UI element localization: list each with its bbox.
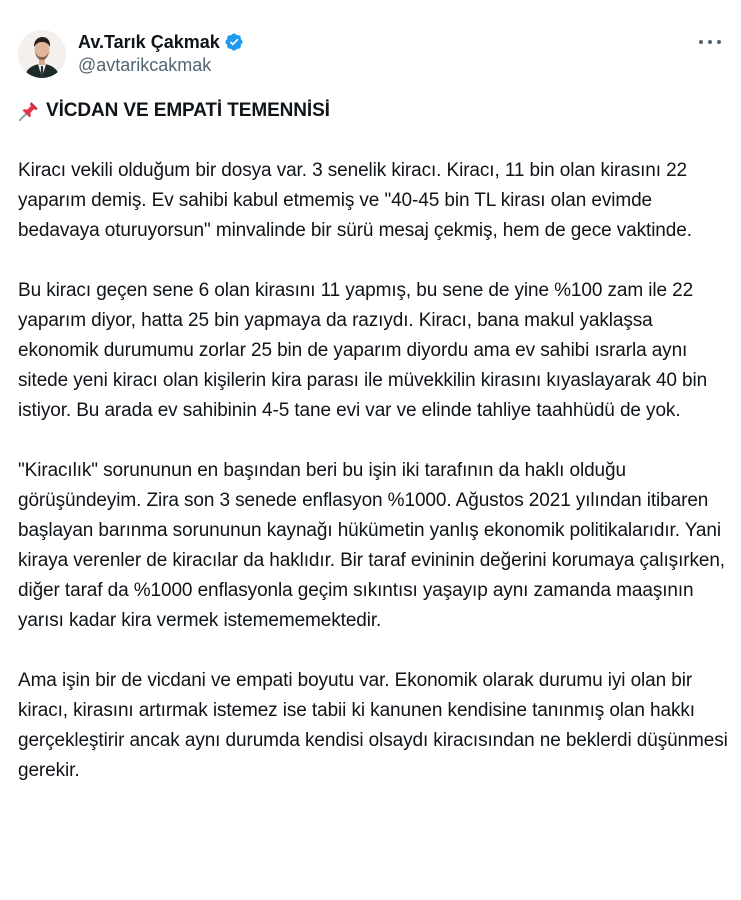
tweet-header — [18, 30, 244, 78]
tweet-paragraph: Bu kiracı geçen sene 6 olan kirasını 11 yapmış, bu sene de yine %100 zam ile 22 yaparım diyor, hatta 25 bin yapmaya da razıydı. Kiracı, bana makul yaklaşsa ekonomik durumumu zorlar 25 bin de yaparım diyordu ama ev sahibi ısrarla aynı sitede yeni kiracı olan kişilerin kira parası ile müvekkilin kirasını kıyaslayarak 40 bin istiyor. Bu arada ev sahibinin 4-5 tane evi var ve elinde tahliye taahhüdü de yok. — [18, 280, 708, 421]
pushpin-icon — [18, 100, 40, 122]
tweet-text — [18, 96, 728, 786]
author-names — [78, 31, 244, 77]
more-dot-icon — [717, 40, 721, 44]
name-row — [78, 31, 244, 53]
tweet-paragraph: "Kiracılık" sorununun en başından beri bu işin iki tarafının da haklı olduğu görüşündeyim. Zira son 3 senede enflasyon %1000. Ağustos 2021 yılından itibaren başlayan barınma sorununun kaynağı hükümetin yanlış ekonomik politikalarıdır. Yani kiraya verenler de kiracılar da haklıdır. Bir taraf evininin değerini korumaya çalışırken, diğer taraf da %1000 enflasyonla geçim sıkıntısı yaşayıp aynı zamanda maaşının yarısı kadar kira vermek istemememektedir. — [18, 460, 725, 631]
profile-photo-icon — [18, 30, 66, 78]
verified-badge-icon — [224, 32, 244, 52]
avatar[interactable] — [18, 30, 66, 78]
author-display-name[interactable]: Av.Tarık Çakmak — [78, 32, 220, 52]
tweet-title — [18, 96, 728, 126]
more-options-button[interactable] — [699, 32, 721, 52]
more-dot-icon — [708, 40, 712, 44]
tweet-paragraph: Ama işin bir de vicdani ve empati boyutu var. Ekonomik olarak durumu iyi olan bir kiracı, kirasını artırmak istemez ise tabii ki kanunen kendisine tanınmış olan hakkı gerçekleştirir ancak aynı durumda kendisi olsaydı kiracısından ne beklerdi düşünmesi gerekir. — [18, 670, 728, 781]
tweet-title-text: VİCDAN VE EMPATİ TEMENNİSİ — [46, 100, 330, 121]
tweet-paragraph: Kiracı vekili olduğum bir dosya var. 3 senelik kiracı. Kiracı, 11 bin olan kirasını 22 yaparım demiş. Ev sahibi kabul etmemiş ve "40-45 bin TL kirası olan evimde bedavaya oturuyorsun" minvalinde bir sürü mesaj çekmiş, hem de gece vaktinde. — [18, 160, 692, 241]
more-dot-icon — [699, 40, 703, 44]
author-handle[interactable]: @avtarikcakmak — [78, 55, 212, 75]
